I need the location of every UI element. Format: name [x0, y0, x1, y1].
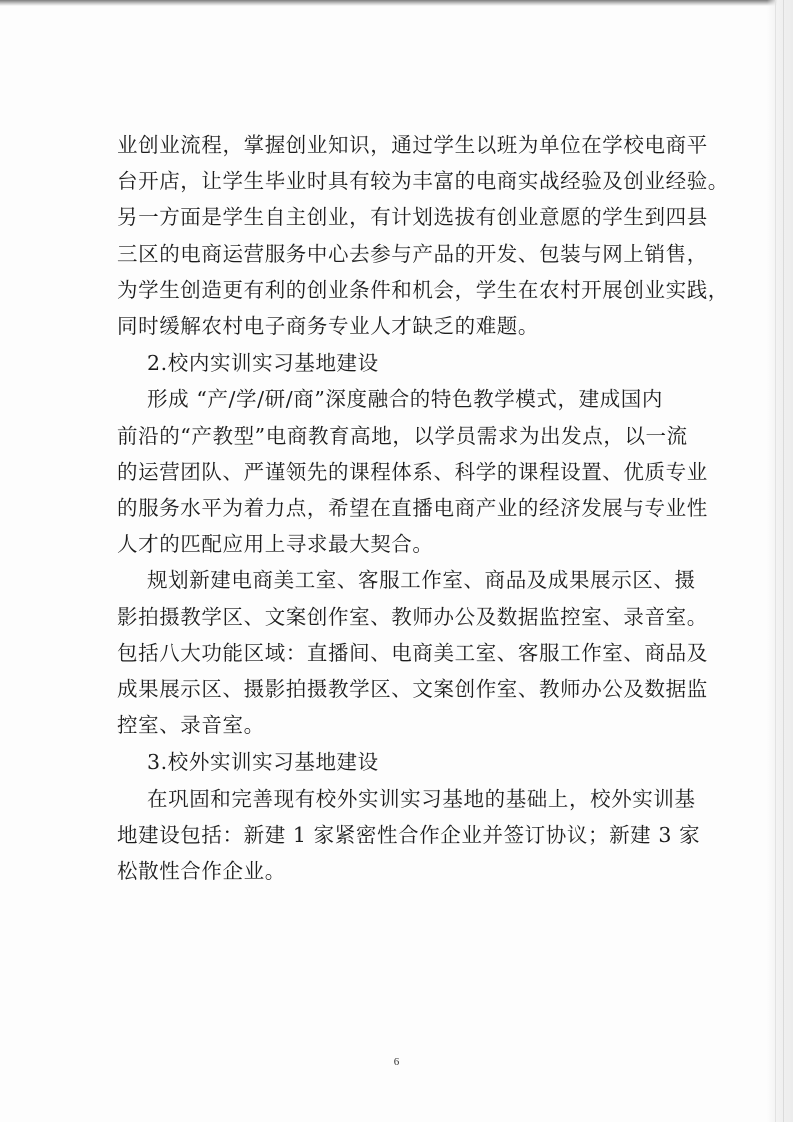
text-line: 成果展示区、摄影拍摄教学区、文案创作室、教师办公及数据监	[117, 677, 708, 702]
text-line: 形成 “产/学/研/商”深度融合的特色教学模式，建成国内	[147, 387, 663, 412]
paragraph-teaching-mode	[117, 381, 708, 562]
text-line: 的服务水平为着力点，希望在直播电商产业的经济发展与专业性	[117, 496, 708, 521]
text-line: 松散性合作企业。	[117, 859, 286, 884]
text-line: 在巩固和完善现有校外实训实习基地的基础上，校外实训基	[147, 786, 696, 811]
text-line: 三区的电商运营服务中心去参与产品的开发、包装与网上销售，	[117, 241, 708, 266]
heading-text: 3.校外实训实习基地建设	[147, 750, 379, 775]
text-line: 业创业流程，掌握创业知识，通过学生以班为单位在学校电商平	[117, 133, 708, 157]
text-line: 控室、录音室。	[117, 713, 265, 738]
scan-right-edge	[767, 0, 793, 1122]
text-line: 包括八大功能区域：直播间、电商美工室、客服工作室、商品及	[117, 640, 708, 665]
section-heading-3	[117, 744, 692, 780]
document-body	[117, 127, 729, 889]
paragraph-continuation	[117, 127, 729, 344]
paragraph-planning	[117, 562, 708, 743]
text-line: 地建设包括：新建 1 家紧密性合作企业并签订协议；新建 3 家	[117, 822, 701, 847]
text-line: 同时缓解农村电子商务专业人才缺乏的难题。	[117, 314, 539, 339]
text-line: 为学生创造更有利的创业条件和机会，学生在农村开展创业实践，	[117, 277, 729, 302]
scan-top-shadow	[0, 0, 793, 6]
text-line: 另一方面是学生自主创业，有计划选拔有创业意愿的学生到四县	[117, 205, 708, 230]
text-line: 的运营团队、严谨领先的课程体系、科学的课程设置、优质专业	[117, 459, 708, 484]
page-number: 6	[393, 1056, 400, 1068]
heading-text: 2.校内实训实习基地建设	[147, 351, 379, 376]
text-line: 前沿的“产教型”电商教育高地，以学员需求为出发点，以一流	[117, 423, 688, 448]
text-line: 影拍摄教学区、文案创作室、教师办公及数据监控室、录音室。	[117, 604, 708, 629]
paragraph-external-base	[117, 781, 701, 890]
text-line: 规划新建电商美工室、客服工作室、商品及成果展示区、摄	[147, 568, 696, 593]
section-heading-2	[117, 345, 692, 381]
text-line: 人才的匹配应用上寻求最大契合。	[117, 532, 434, 557]
text-line: 台开店，让学生毕业时具有较为丰富的电商实战经验及创业经验。	[117, 169, 729, 194]
